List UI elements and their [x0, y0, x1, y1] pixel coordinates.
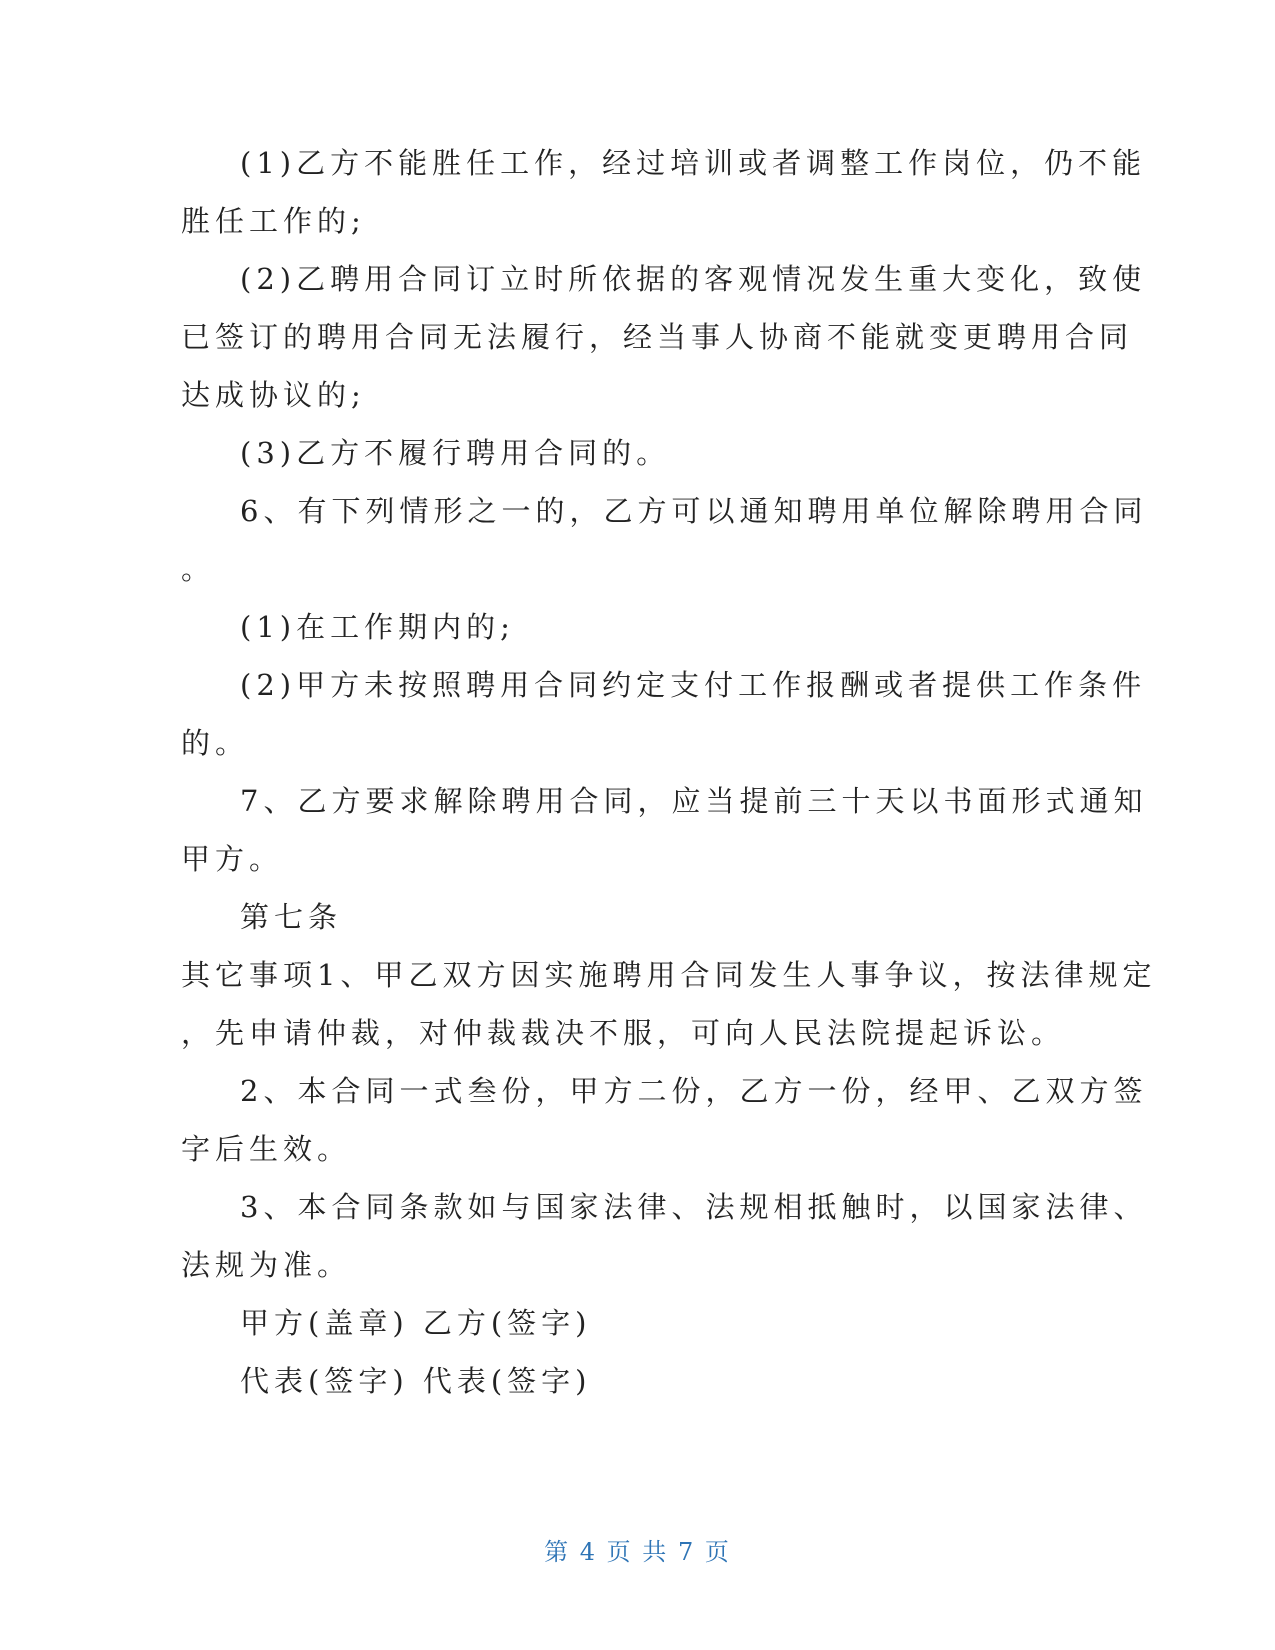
para-7-line-2: 甲方。 [181, 842, 284, 876]
para-3-line-1: (3)乙方不履行聘用合同的。 [240, 436, 671, 470]
para-11-line-2: 法规为准。 [181, 1248, 352, 1282]
para-6-line-2: 的。 [181, 726, 250, 760]
para-1-line-2: 胜任工作的; [181, 204, 366, 238]
signature-line-representative: 代表(签字) 代表(签字) [240, 1364, 592, 1398]
para-9-line-1: 其它事项1、甲乙双方因实施聘用合同发生人事争议，按法律规定 [181, 958, 1157, 992]
article-heading: 第七条 [240, 900, 343, 934]
signature-line-party: 甲方(盖章) 乙方(签字) [240, 1306, 592, 1340]
para-10-line-1: 2、本合同一式叁份，甲方二份，乙方一份，经甲、乙双方签 [240, 1074, 1148, 1108]
para-10-line-2: 字后生效。 [181, 1132, 352, 1166]
para-2-line-3: 达成协议的; [181, 378, 366, 412]
para-4-line-1: 6、有下列情形之一的，乙方可以通知聘用单位解除聘用合同 [240, 494, 1148, 528]
footer-middle: 页 共 [606, 1538, 669, 1566]
footer-current-page: 4 [579, 1538, 598, 1566]
footer-prefix: 第 [544, 1538, 571, 1566]
para-9-line-2: ，先申请仲裁，对仲裁裁决不服，可向人民法院提起诉讼。 [181, 1016, 1066, 1050]
para-7-line-1: 7、乙方要求解除聘用合同，应当提前三十天以书面形式通知 [240, 784, 1148, 818]
para-1-line-1: (1)乙方不能胜任工作，经过培训或者调整工作岗位，仍不能 [240, 146, 1147, 180]
footer-suffix: 页 [704, 1538, 731, 1566]
para-4-line-2: 。 [181, 552, 216, 586]
para-2-line-2: 已签订的聘用合同无法履行，经当事人协商不能就变更聘用合同 [181, 320, 1134, 354]
page-footer [0, 1532, 1275, 1567]
para-5-line-1: (1)在工作期内的; [240, 610, 515, 644]
footer-total-pages: 7 [677, 1538, 696, 1566]
para-6-line-1: (2)甲方未按照聘用合同约定支付工作报酬或者提供工作条件 [240, 668, 1147, 702]
para-2-line-1: (2)乙聘用合同订立时所依据的客观情况发生重大变化，致使 [240, 262, 1147, 296]
para-11-line-1: 3、本合同条款如与国家法律、法规相抵触时，以国家法律、 [240, 1190, 1148, 1224]
